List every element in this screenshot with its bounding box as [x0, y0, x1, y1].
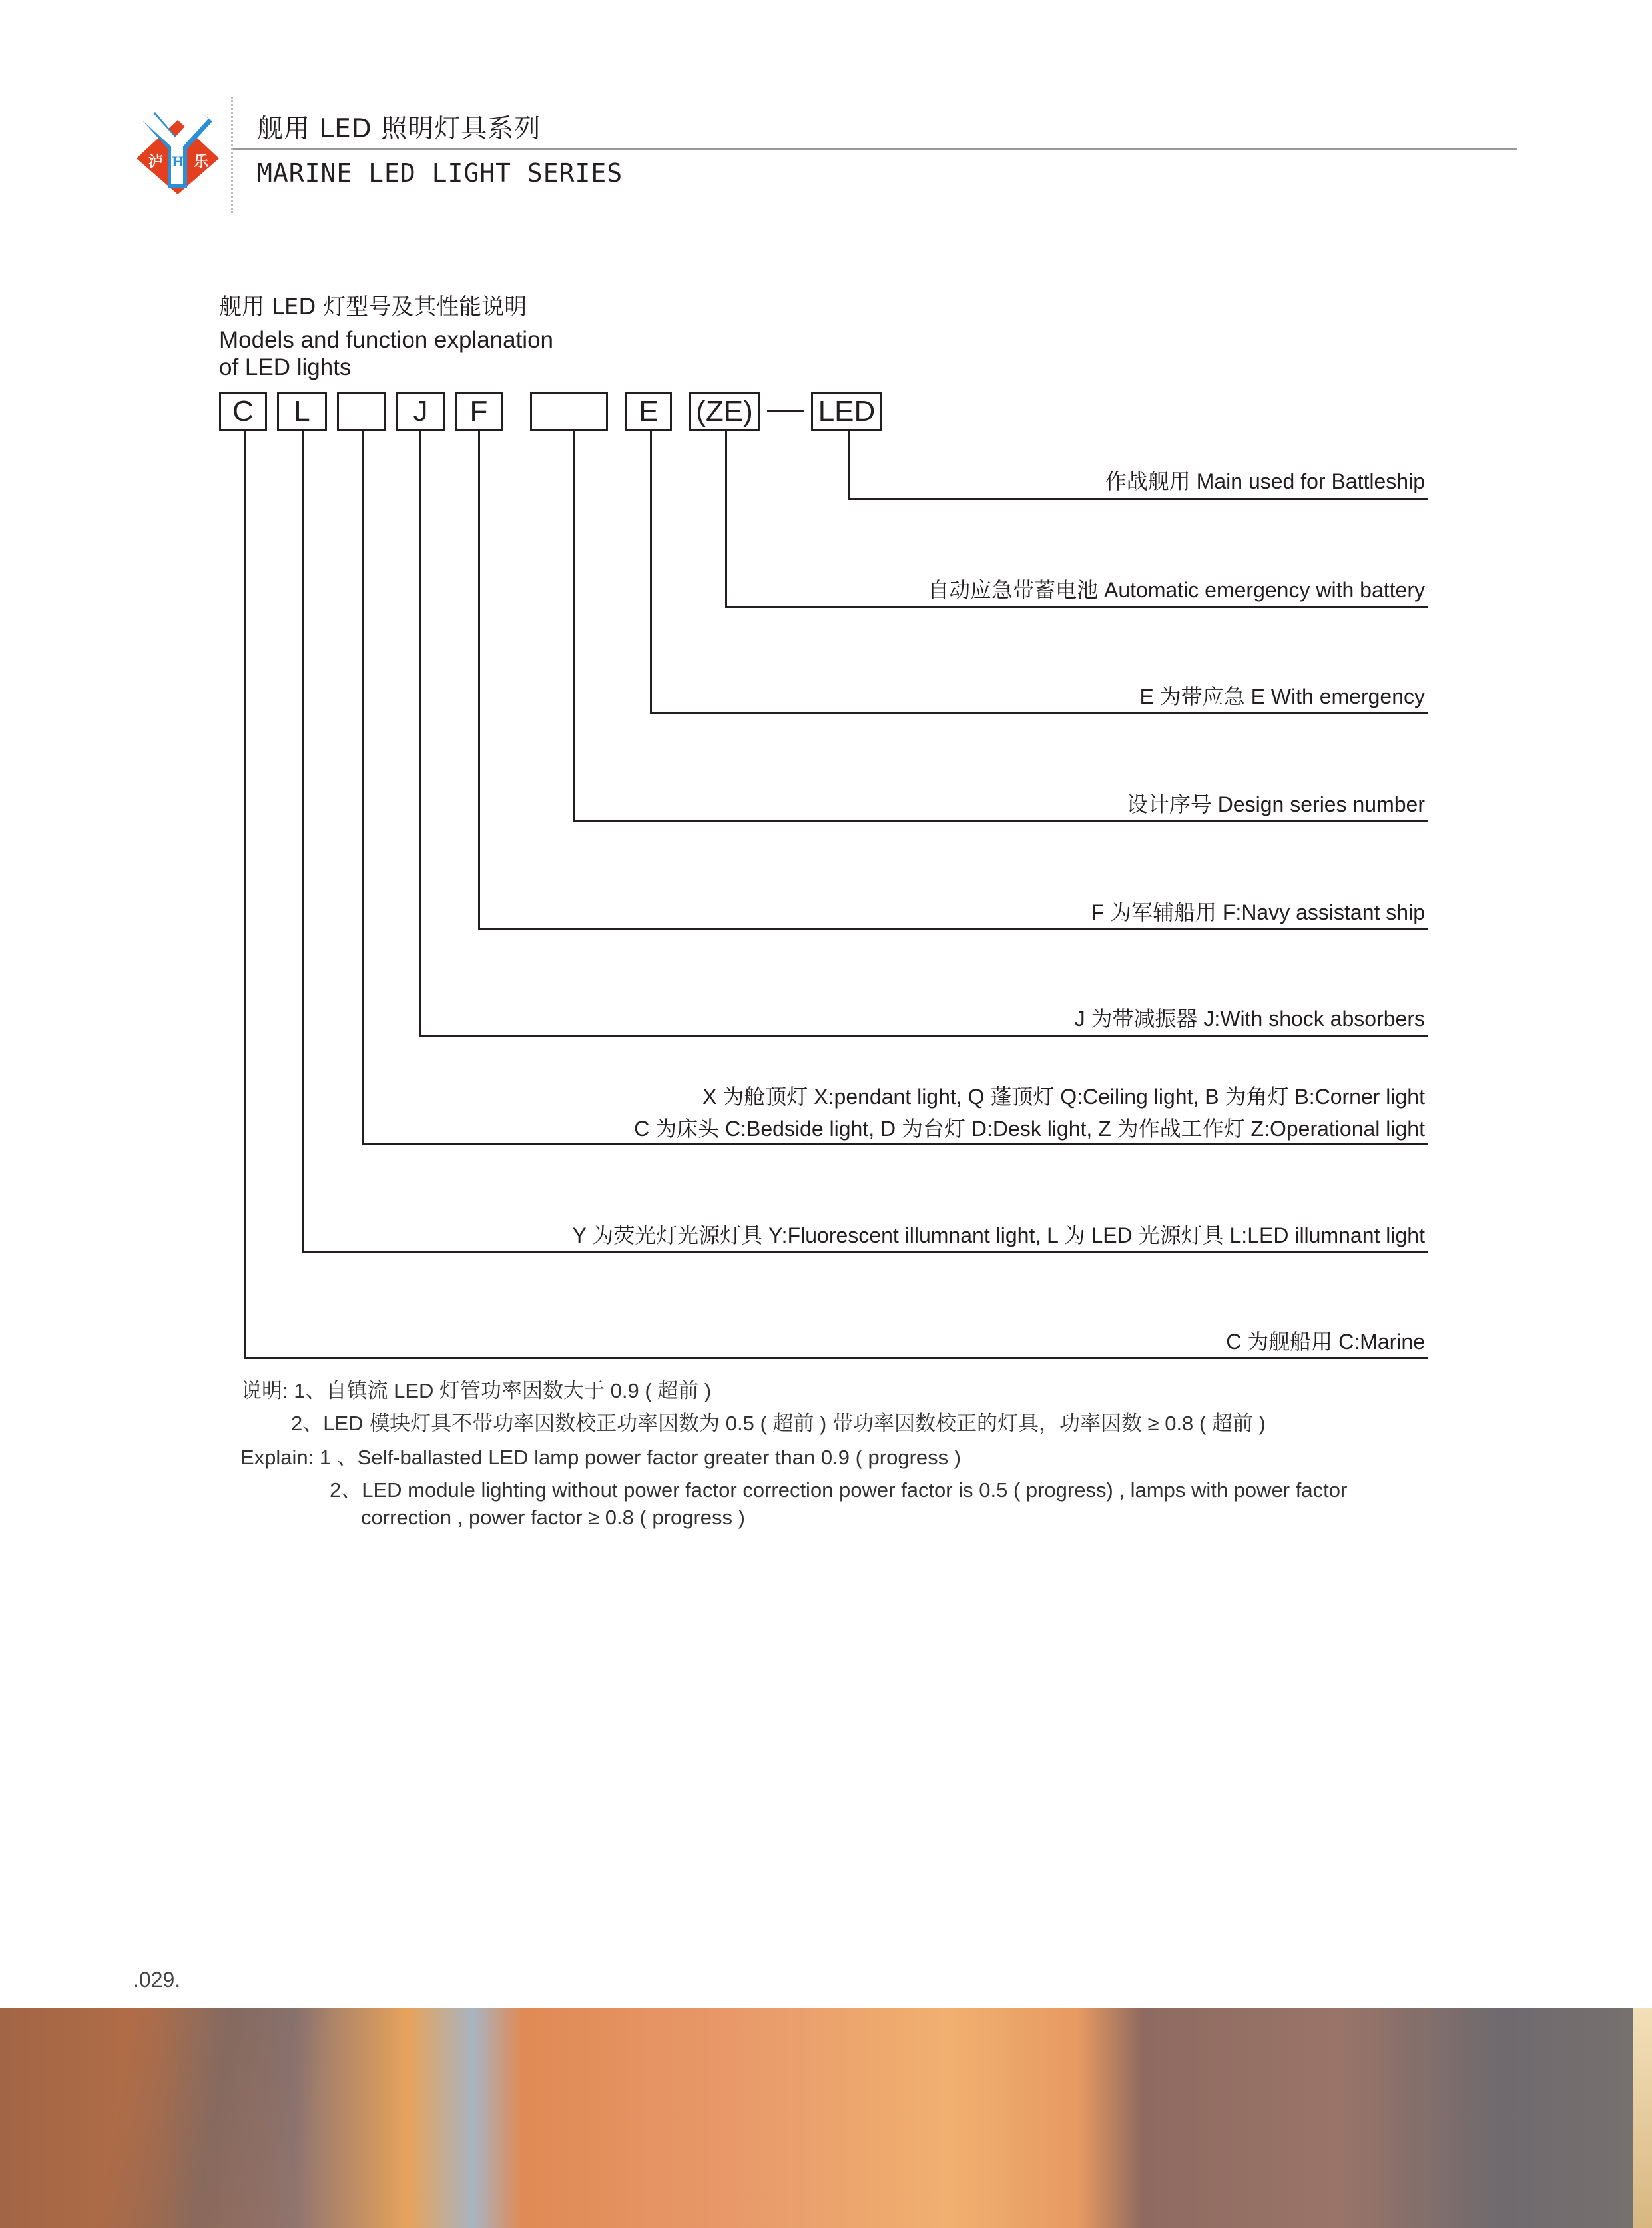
code-box-f: F — [455, 392, 503, 431]
note-en-2a: 2、LED module lighting without power factor correction power factor is 0.5 ( progress) , lamps with power factor — [330, 1478, 1348, 1502]
connector-c-horizontal — [244, 1357, 1428, 1359]
footer-photo-edge — [1633, 2008, 1652, 2228]
svg-text:H: H — [172, 154, 184, 170]
connector-j-horizontal — [419, 1035, 1428, 1037]
code-box-type — [337, 392, 386, 431]
code-dash — [767, 410, 804, 412]
connector-f-vertical — [478, 431, 480, 930]
label-type-line2: C 为床头 C:Bedside light, D 为台灯 D:Desk light, Z 为作战工作灯 Z:Operational light — [634, 1117, 1425, 1141]
label-led: 作战舰用 Main used for Battleship — [1105, 469, 1425, 493]
connector-e-vertical — [650, 431, 652, 714]
connector-series-horizontal — [573, 820, 1428, 822]
label-e: E 为带应急 E With emergency — [1139, 685, 1425, 708]
svg-text:泸: 泸 — [148, 153, 164, 170]
connector-series-vertical — [573, 431, 575, 822]
code-box-l: L — [277, 392, 327, 431]
connector-ze-horizontal — [725, 606, 1428, 608]
label-f: F 为军辅船用 F:Navy assistant ship — [1091, 900, 1425, 924]
code-box-ze: (ZE) — [689, 392, 760, 431]
label-l: Y 为荧光灯光源灯具 Y:Fluorescent illumnant light, L 为 LED 光源灯具 L:LED illumnant light — [572, 1223, 1425, 1247]
connector-f-horizontal — [478, 928, 1428, 930]
note-en-1: Explain: 1 、Self-ballasted LED lamp power factor greater than 0.9 ( progress ) — [240, 1446, 962, 1469]
connector-type-horizontal — [362, 1143, 1428, 1145]
connector-e-horizontal — [650, 712, 1428, 714]
header-divider-dotted — [231, 97, 233, 213]
note-cn-1: 说明: 1、自镇流 LED 灯管功率因数大于 0.9 ( 超前 ) — [241, 1379, 712, 1402]
header-title-en: MARINE LED LIGHT SERIES — [257, 158, 623, 188]
note-en-2b: correction , power factor ≥ 0.8 ( progress ) — [361, 1506, 745, 1529]
code-box-j: J — [396, 392, 445, 431]
code-box-c: C — [219, 392, 267, 431]
footer-photo-band — [0, 2008, 1633, 2228]
note-cn-2: 2、LED 模块灯具不带功率因数校正功率因数为 0.5 ( 超前 ) 带功率因数校正的灯具，功率因数 ≥ 0.8 ( 超前 ) — [291, 1412, 1266, 1435]
code-box-led: LED — [811, 392, 882, 431]
header-rule — [233, 148, 1517, 150]
header-title-cn: 舰用 LED 照明灯具系列 — [257, 114, 541, 144]
section-title-cn: 舰用 LED 灯型号及其性能说明 — [219, 294, 527, 320]
company-logo — [135, 107, 220, 194]
connector-led-horizontal — [848, 498, 1428, 500]
connector-l-horizontal — [302, 1251, 1428, 1253]
label-ze: 自动应急带蓄电池 Automatic emergency with battery — [928, 578, 1425, 602]
connector-c-vertical — [244, 431, 246, 1358]
connector-led-vertical — [848, 431, 850, 499]
page-number: .029. — [133, 1968, 181, 1992]
section-title-en-line1: Models and function explanation — [219, 327, 554, 353]
label-c: C 为舰船用 C:Marine — [1226, 1330, 1425, 1354]
code-box-e: E — [625, 392, 672, 431]
code-box-series — [530, 392, 608, 431]
label-type-line1: X 为舱顶灯 X:pendant light, Q 蓬顶灯 Q:Ceiling light, B 为角灯 B:Corner light — [702, 1085, 1425, 1109]
connector-ze-vertical — [725, 431, 727, 607]
svg-text:乐: 乐 — [194, 153, 209, 170]
connector-j-vertical — [419, 431, 421, 1036]
section-title-en — [219, 326, 553, 381]
label-series: 设计序号 Design series number — [1126, 792, 1425, 816]
connector-l-vertical — [302, 431, 304, 1252]
connector-type-vertical — [362, 431, 364, 1144]
section-title-en-line2: of LED lights — [219, 354, 352, 380]
label-j: J 为带减振器 J:With shock absorbers — [1074, 1007, 1425, 1031]
